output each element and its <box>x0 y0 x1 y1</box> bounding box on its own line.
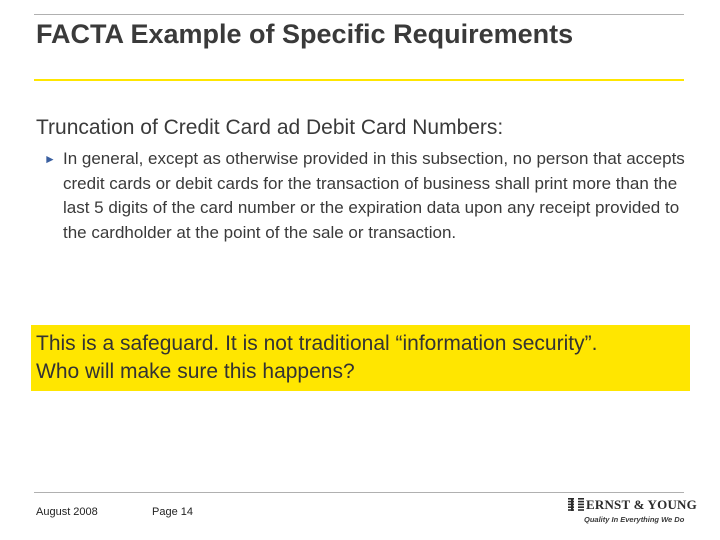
top-divider <box>34 14 684 15</box>
footer-date: August 2008 <box>36 506 98 518</box>
logo-tagline: Quality In Everything We Do <box>584 515 685 524</box>
callout-line-2: Who will make sure this happens? <box>36 360 355 383</box>
callout-text <box>36 330 690 386</box>
footer-divider <box>34 492 684 493</box>
footer-page-number: Page 14 <box>152 506 193 518</box>
title-underline <box>34 79 684 81</box>
section-subheading: Truncation of Credit Card ad Debit Card Numbers: <box>36 116 504 139</box>
bullet-arrow-icon: ► <box>44 152 56 166</box>
slide-title: FACTA Example of Specific Requirements <box>36 19 574 49</box>
logo-wordmark: ERNST & YOUNG <box>586 497 697 512</box>
ernst-young-logo <box>568 497 697 531</box>
ey-mark-icon <box>568 498 584 511</box>
callout-line-1: This is a safeguard. It is not traditional “information security”. <box>36 332 598 355</box>
callout-box <box>31 325 690 391</box>
bullet-text: In general, except as otherwise provided in this subsection, no person that accepts credit cards or debit cards for the transaction of business shall print more than the last 5 digits of the card number or the expiration data upon any receipt provided to the cardholder at the point of the sale or transaction. <box>63 149 685 242</box>
